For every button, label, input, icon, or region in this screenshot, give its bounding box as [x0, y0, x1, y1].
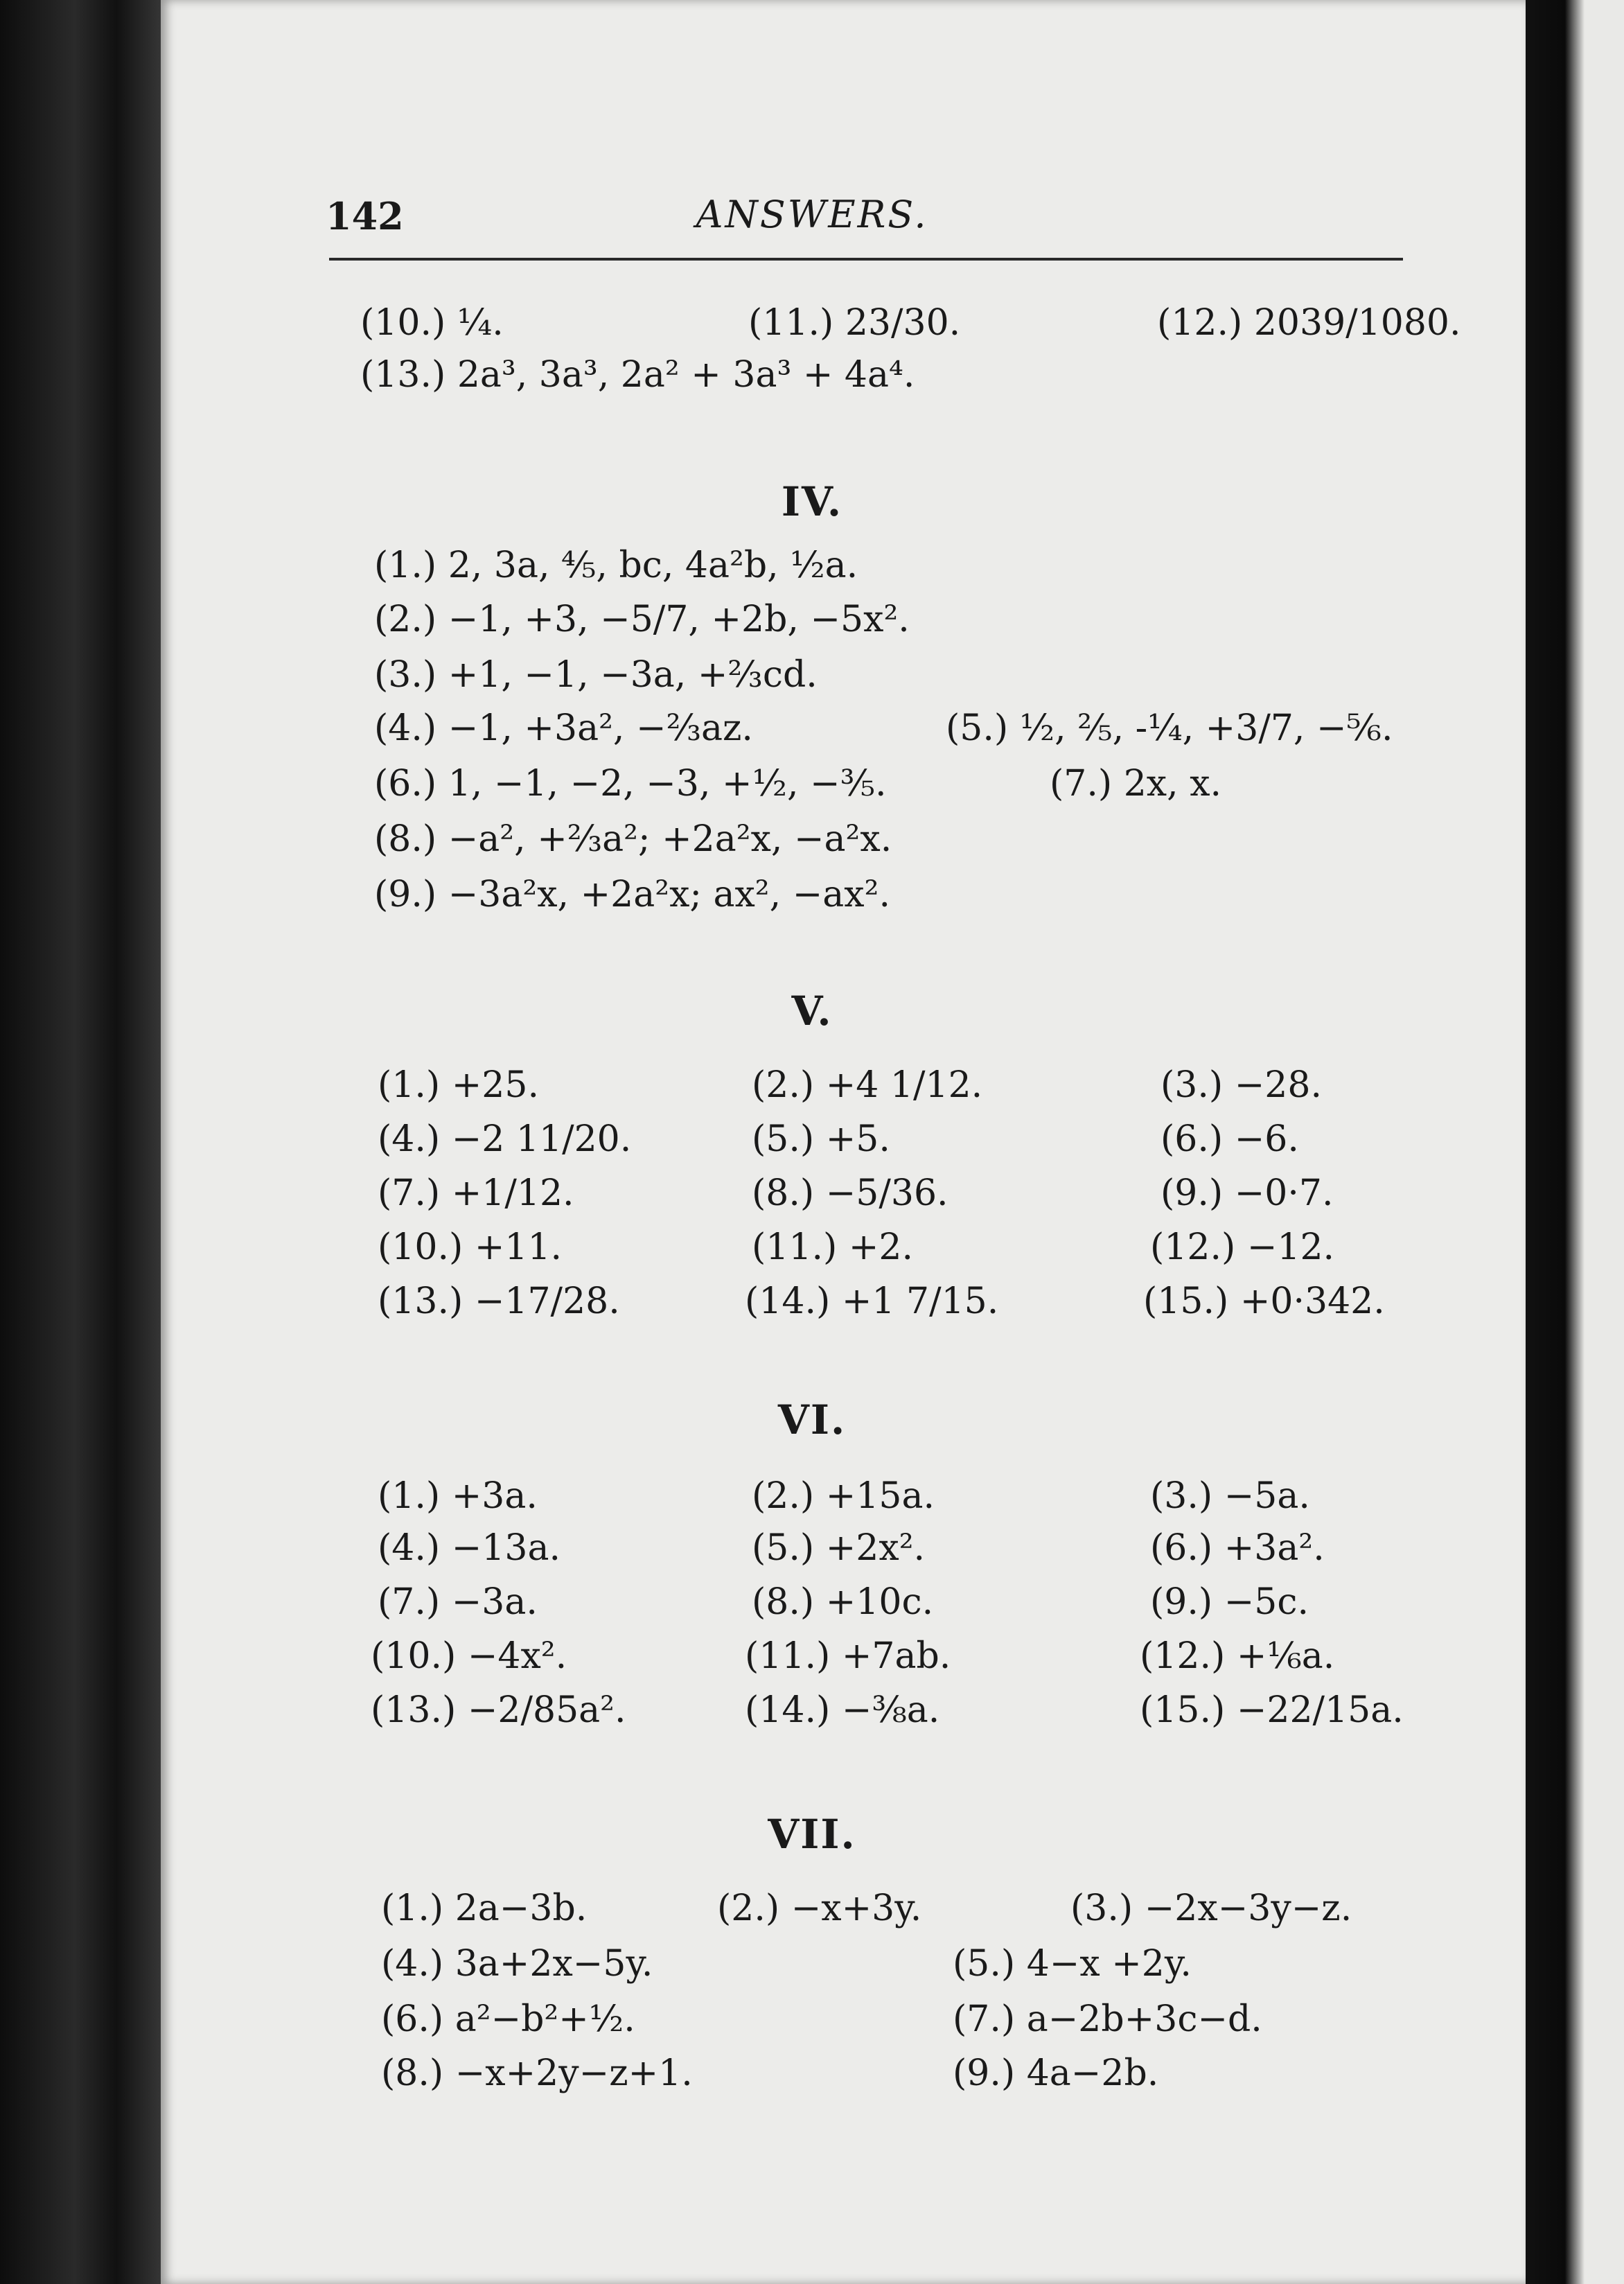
item-label: (14.)	[745, 1281, 831, 1322]
item-text: +4 1/12.	[825, 1064, 983, 1106]
item-label: (1.)	[381, 1888, 444, 1929]
answer-item	[371, 1689, 626, 1731]
section-heading: V.	[791, 987, 833, 1035]
item-text: 1, −1, −2, −3, +½, −⅗.	[448, 763, 887, 805]
answer-item	[378, 1118, 632, 1160]
item-text: −5c.	[1224, 1581, 1309, 1623]
item-label: (2.)	[717, 1888, 780, 1929]
item-text: −a², +⅔a²; +2a²x, −a²x.	[448, 818, 892, 860]
item-label: (14.)	[745, 1689, 831, 1731]
item-label: (12.)	[1157, 302, 1243, 344]
item-text: +0·342.	[1239, 1281, 1385, 1322]
item-label: (8.)	[381, 2053, 444, 2094]
item-label: (7.)	[378, 1581, 441, 1623]
item-label: (5.)	[946, 708, 1009, 749]
answer-item	[378, 1581, 538, 1623]
item-text: −1, +3, −5/7, +2b, −5x².	[448, 599, 910, 640]
header-rule	[329, 258, 1403, 261]
item-text: 2039/1080.	[1253, 302, 1461, 344]
answer-item	[953, 2053, 1159, 2094]
item-label: (9.)	[374, 874, 437, 915]
item-label: (9.)	[953, 2053, 1016, 2094]
item-text: −0·7.	[1234, 1172, 1334, 1214]
answer-item	[374, 654, 818, 696]
item-text: −28.	[1234, 1064, 1322, 1106]
item-label: (2.)	[374, 599, 437, 640]
item-text: −4x².	[467, 1635, 567, 1677]
item-label: (1.)	[378, 1475, 441, 1517]
answer-item	[1160, 1172, 1334, 1214]
section-heading: IV.	[781, 478, 843, 525]
item-label: (4.)	[378, 1527, 441, 1569]
running-title: ANSWERS.	[696, 193, 928, 236]
item-text: +3a.	[451, 1475, 538, 1517]
item-label: (9.)	[1160, 1172, 1224, 1214]
item-label: (3.)	[1160, 1064, 1224, 1106]
item-label: (8.)	[752, 1172, 815, 1214]
item-text: ½, ⅖, -¼, +3/7, −⅚.	[1019, 708, 1393, 749]
answer-item	[371, 1635, 567, 1677]
answer-item	[381, 1943, 653, 1985]
answer-item	[378, 1527, 561, 1569]
page-number: 142	[326, 194, 404, 238]
item-text: +25.	[451, 1064, 539, 1106]
item-text: 2, 3a, ⅘, bc, 4a²b, ½a.	[448, 545, 858, 586]
item-text: 2a−3b.	[454, 1888, 588, 1929]
item-text: −1, +3a², −⅔az.	[448, 708, 753, 749]
item-text: +2.	[848, 1227, 913, 1268]
item-label: (3.)	[374, 654, 437, 696]
answer-item	[953, 1943, 1192, 1985]
item-text: +1, −1, −3a, +⅔cd.	[448, 654, 818, 696]
answer-item	[1050, 763, 1222, 805]
item-text: −13a.	[451, 1527, 561, 1569]
item-label: (7.)	[378, 1172, 441, 1214]
item-text: −17/28.	[474, 1281, 620, 1322]
item-text: −2 11/20.	[451, 1118, 632, 1160]
item-text: 3a+2x−5y.	[454, 1943, 653, 1985]
item-text: −2/85a².	[467, 1689, 626, 1731]
answer-item	[374, 601, 910, 638]
item-text: +15a.	[825, 1475, 935, 1517]
item-label: (12.)	[1140, 1635, 1226, 1677]
answer-item	[745, 1689, 940, 1731]
item-label: (8.)	[374, 818, 437, 860]
item-text: −2x−3y−z.	[1144, 1888, 1352, 1929]
answer-item	[378, 1227, 563, 1268]
answer-item	[1140, 1689, 1404, 1731]
item-label: (13.)	[378, 1281, 464, 1322]
answer-item	[1150, 1227, 1335, 1268]
item-label: (15.)	[1140, 1689, 1226, 1731]
item-text: +3a².	[1224, 1527, 1325, 1569]
item-text: 2a³, 3a³, 2a² + 3a³ + 4a⁴.	[457, 354, 915, 396]
answer-item	[752, 1227, 913, 1268]
item-text: −22/15a.	[1236, 1689, 1404, 1731]
item-label: (8.)	[752, 1581, 815, 1623]
item-label: (11.)	[745, 1635, 831, 1677]
answer-item	[717, 1888, 922, 1929]
item-text: +5.	[825, 1118, 890, 1160]
answer-item	[1150, 1475, 1310, 1517]
item-label: (5.)	[953, 1943, 1016, 1985]
answer-item	[381, 2053, 693, 2094]
item-text: 4a−2b.	[1026, 2053, 1159, 2094]
answer-item	[1140, 1635, 1335, 1677]
answer-item	[745, 1281, 999, 1322]
item-label: (12.)	[1150, 1227, 1236, 1268]
item-text: a−2b+3c−d.	[1026, 1998, 1262, 2040]
item-label: (1.)	[374, 545, 437, 586]
item-text: +⅙a.	[1236, 1635, 1335, 1677]
item-text: −⅜a.	[841, 1689, 940, 1731]
item-label: (9.)	[1150, 1581, 1213, 1623]
item-label: (10.)	[378, 1227, 464, 1268]
item-text: ¼.	[457, 302, 504, 344]
item-text: −6.	[1234, 1118, 1299, 1160]
answer-item	[752, 1172, 948, 1214]
item-label: (6.)	[374, 763, 437, 805]
item-label: (11.)	[752, 1227, 838, 1268]
item-text: −5a.	[1224, 1475, 1310, 1517]
item-text: a²−b²+½.	[454, 1998, 635, 2040]
answer-item	[378, 1172, 574, 1214]
item-label: (13.)	[360, 354, 446, 396]
item-text: −12.	[1246, 1227, 1335, 1268]
answer-item	[378, 1281, 620, 1322]
item-label: (13.)	[371, 1689, 457, 1731]
item-text: +7ab.	[841, 1635, 951, 1677]
item-label: (3.)	[1070, 1888, 1133, 1929]
item-text: −x+3y.	[791, 1888, 922, 1929]
item-label: (6.)	[1150, 1527, 1213, 1569]
page-gutter	[1526, 0, 1624, 2284]
answer-item	[360, 354, 915, 396]
item-label: (3.)	[1150, 1475, 1213, 1517]
item-text: −3a.	[451, 1581, 538, 1623]
answer-item	[1160, 1064, 1322, 1106]
item-text: +10c.	[825, 1581, 934, 1623]
item-label: (5.)	[752, 1527, 815, 1569]
item-label: (5.)	[752, 1118, 815, 1160]
answer-item	[946, 708, 1393, 749]
item-label: (15.)	[1143, 1281, 1229, 1322]
answer-item	[1157, 302, 1461, 344]
item-label: (7.)	[1050, 763, 1113, 805]
item-label: (2.)	[752, 1475, 815, 1517]
item-label: (2.)	[752, 1064, 815, 1106]
item-text: −3a²x, +2a²x; ax², −ax².	[448, 874, 890, 915]
item-label: (4.)	[374, 708, 437, 749]
item-label: (6.)	[1160, 1118, 1224, 1160]
item-text: −x+2y−z+1.	[454, 2053, 693, 2094]
item-label: (1.)	[378, 1064, 441, 1106]
answer-item	[374, 874, 890, 915]
answer-item	[1150, 1581, 1309, 1623]
answer-item	[1143, 1281, 1385, 1322]
item-label: (10.)	[371, 1635, 457, 1677]
answer-item	[745, 1635, 951, 1677]
item-label: (4.)	[381, 1943, 444, 1985]
item-text: 23/30.	[845, 302, 961, 344]
answer-item	[953, 1998, 1262, 2040]
answer-item	[752, 1581, 934, 1623]
item-label: (7.)	[953, 1998, 1016, 2040]
answer-item	[752, 1527, 926, 1569]
answer-item	[1150, 1527, 1325, 1569]
item-text: 4−x +2y.	[1026, 1943, 1192, 1985]
answer-item	[378, 1064, 539, 1106]
item-text: 2x, x.	[1123, 763, 1222, 805]
item-text: +1/12.	[451, 1172, 574, 1214]
answer-item	[381, 1888, 588, 1929]
answer-item	[374, 763, 887, 805]
item-label: (4.)	[378, 1118, 441, 1160]
answer-item	[378, 1475, 538, 1517]
answer-item	[374, 708, 753, 749]
answer-item	[1160, 1118, 1299, 1160]
answer-item	[374, 818, 892, 860]
answer-item	[374, 545, 858, 586]
section-heading: VII.	[768, 1811, 856, 1858]
item-text: +2x².	[825, 1527, 926, 1569]
answer-item	[752, 1064, 983, 1106]
answer-item	[360, 302, 504, 344]
book-binding	[0, 0, 166, 2284]
item-text: −5/36.	[825, 1172, 948, 1214]
answer-item	[748, 302, 961, 344]
item-label: (11.)	[748, 302, 834, 344]
answer-item	[381, 1998, 635, 2040]
item-label: (10.)	[360, 302, 446, 344]
answer-item	[1070, 1888, 1352, 1929]
item-text: +1 7/15.	[841, 1281, 999, 1322]
item-text: +11.	[474, 1227, 563, 1268]
item-label: (6.)	[381, 1998, 444, 2040]
answer-item	[752, 1118, 890, 1160]
section-heading: VI.	[777, 1396, 847, 1443]
answer-item	[752, 1475, 935, 1517]
